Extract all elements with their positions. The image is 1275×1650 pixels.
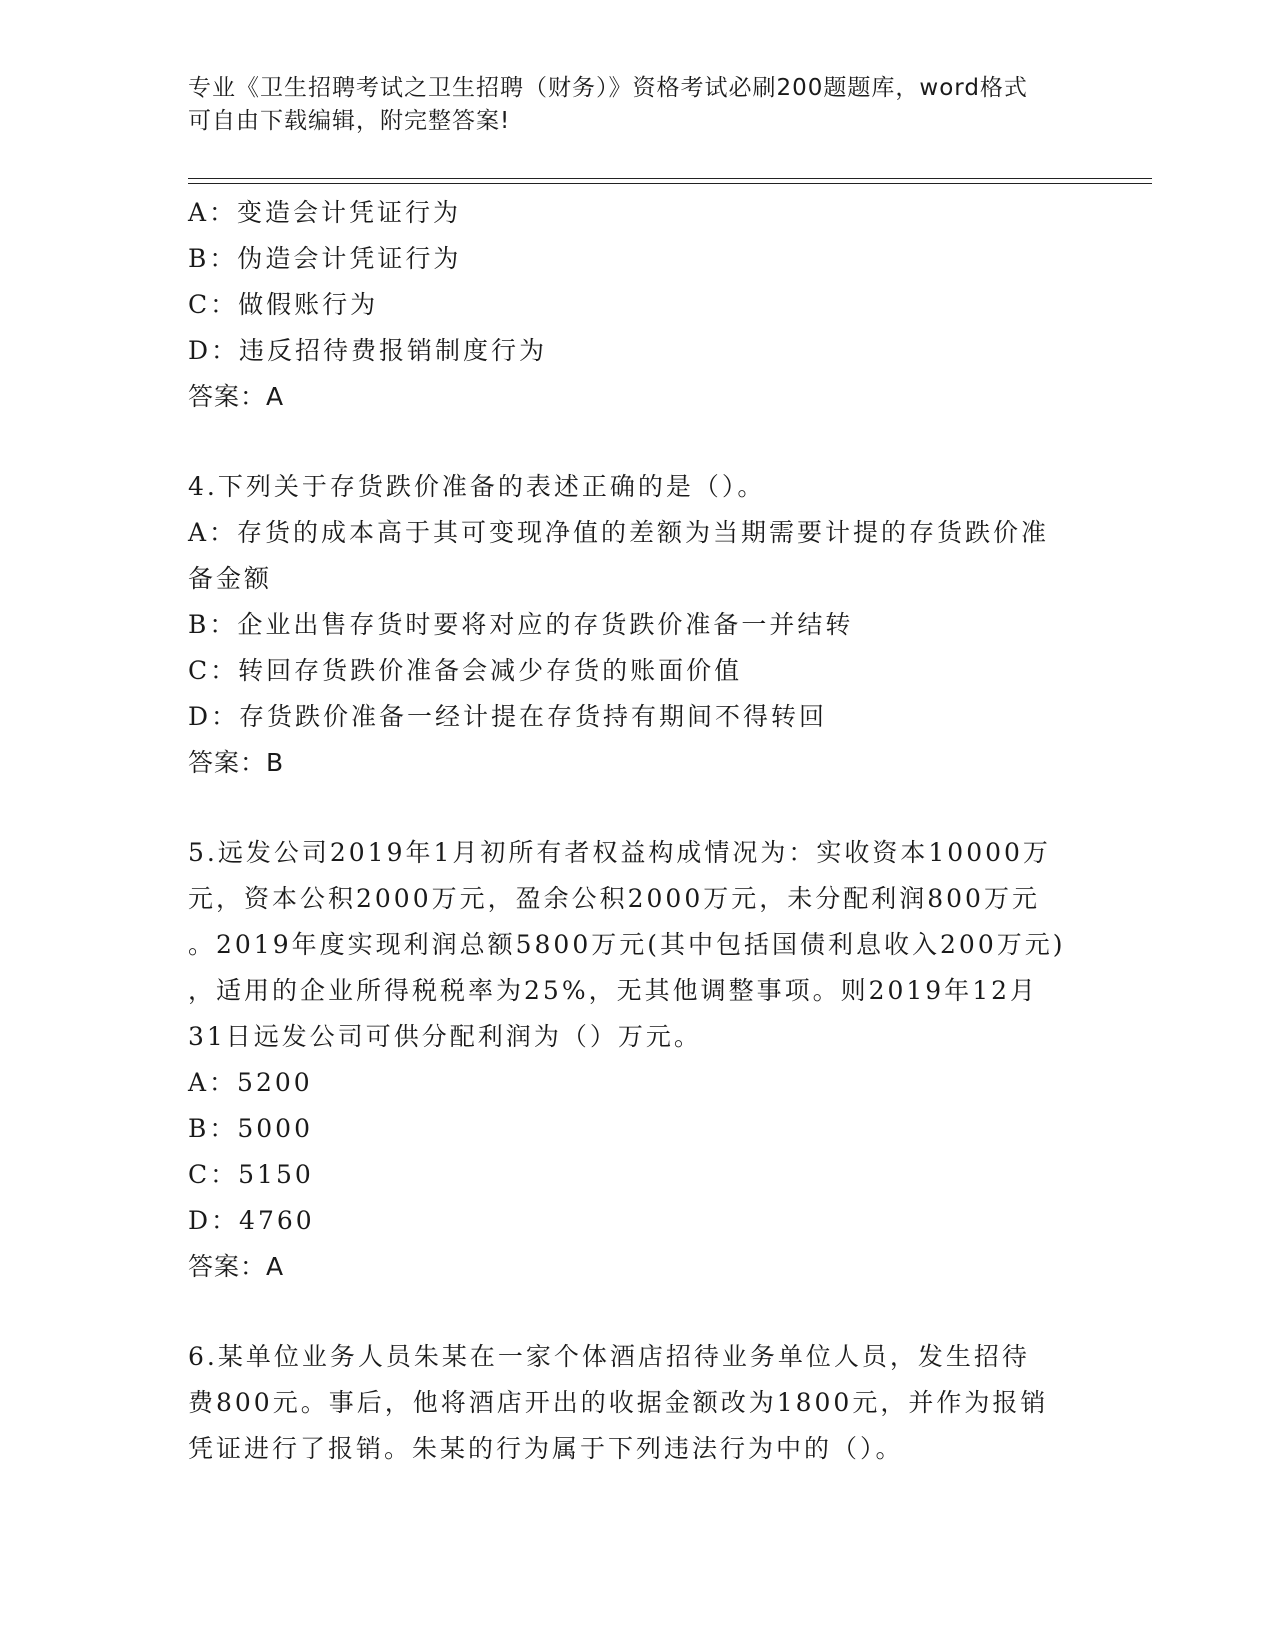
question-content: [188, 190, 1088, 1472]
question-6: [188, 1334, 1088, 1472]
spacer: [188, 1290, 1088, 1334]
question-stem-line: 凭证进行了报销。朱某的行为属于下列违法行为中的（）。: [188, 1434, 904, 1463]
question-stem-line: 6.某单位业务人员朱某在一家个体酒店招待业务单位人员，发生招待: [188, 1342, 1030, 1371]
answer: 答案：A: [188, 382, 285, 411]
option-b: B：5000: [188, 1114, 313, 1143]
question-stem-line: 5.远发公司2019年1月初所有者权益构成情况为：实收资本10000万: [188, 838, 1051, 867]
question-stem-line: 。2019年度实现利润总额5800万元(其中包括国债利息收入200万元): [188, 930, 1066, 959]
option-d: D：违反招待费报销制度行为: [188, 336, 548, 365]
header-title-line-1: 专业《卫生招聘考试之卫生招聘（财务）》资格考试必刷200题题库，word格式: [188, 75, 1028, 101]
question-stem: 4.下列关于存货跌价准备的表述正确的是（）。: [188, 472, 766, 501]
header-rule-bottom: [188, 183, 1152, 184]
option-d: D：存货跌价准备一经计提在存货持有期间不得转回: [188, 702, 828, 731]
option-a: A：变造会计凭证行为: [188, 198, 462, 227]
option-c: C：5150: [188, 1160, 314, 1189]
question-3: [188, 190, 1088, 420]
question-stem-line: 费800元。事后，他将酒店开出的收据金额改为1800元，并作为报销: [188, 1388, 1049, 1417]
question-stem-line: ，适用的企业所得税税率为25%，无其他调整事项。则2019年12月: [188, 976, 1039, 1005]
option-b: B：企业出售存货时要将对应的存货跌价准备一并结转: [188, 610, 854, 639]
option-c: C：做假账行为: [188, 290, 379, 319]
option-a: A：5200: [188, 1068, 313, 1097]
question-4: [188, 464, 1088, 786]
option-a: A：存货的成本高于其可变现净值的差额为当期需要计提的存货跌价准: [188, 518, 1050, 547]
question-stem-line: 31日远发公司可供分配利润为（）万元。: [188, 1022, 702, 1051]
header-title-line-2: 可自由下载编辑，附完整答案!: [188, 108, 511, 134]
header-rule-top: [188, 178, 1152, 179]
option-c: C：转回存货跌价准备会减少存货的账面价值: [188, 656, 743, 685]
question-5: [188, 830, 1088, 1290]
question-stem-line: 元，资本公积2000万元，盈余公积2000万元，未分配利润800万元: [188, 884, 1040, 913]
answer: 答案：A: [188, 1252, 285, 1281]
answer: 答案：B: [188, 748, 285, 777]
spacer: [188, 786, 1088, 830]
spacer: [188, 420, 1088, 464]
option-b: B：伪造会计凭证行为: [188, 244, 462, 273]
option-a-continued: 备金额: [188, 564, 273, 593]
document-header: [188, 72, 1068, 138]
option-d: D：4760: [188, 1206, 315, 1235]
